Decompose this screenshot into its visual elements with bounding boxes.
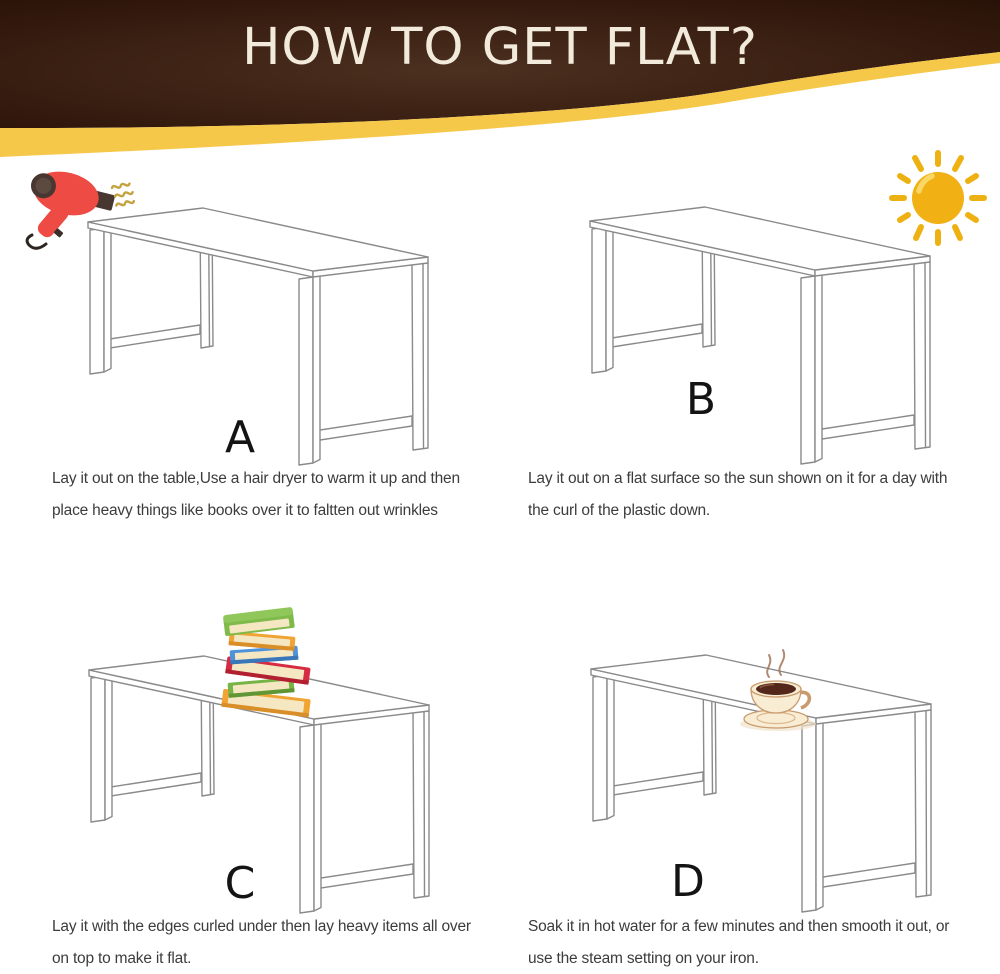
sun-icon bbox=[888, 150, 988, 246]
caption-c-line-2: on top to make it flat. bbox=[52, 950, 192, 967]
caption-a-line-2: place heavy things like books over it to faltten out wrinkles bbox=[52, 502, 438, 519]
section-label-a: A bbox=[224, 412, 256, 463]
caption-d-line-2: use the steam setting on your iron. bbox=[528, 950, 759, 967]
caption-d-line-1: Soak it in hot water for a few minutes and then smooth it out, or bbox=[528, 918, 950, 935]
page-title: HOW TO GET FLAT? bbox=[242, 18, 758, 77]
caption-b bbox=[528, 463, 947, 527]
section-label-b: B bbox=[685, 374, 717, 425]
caption-a-line-1: Lay it out on the table,Use a hair dryer to warm it up and then bbox=[52, 470, 460, 487]
table-illustration-b bbox=[577, 174, 937, 474]
hair-dryer-icon bbox=[12, 158, 140, 256]
coffee-cup-icon bbox=[729, 641, 825, 737]
caption-b-line-1: Lay it out on a flat surface so the sun shown on it for a day with bbox=[528, 470, 948, 487]
caption-a bbox=[52, 463, 460, 527]
header-banner bbox=[0, 0, 1000, 162]
caption-c-line-1: Lay it with the edges curled under then lay heavy items all over bbox=[52, 918, 471, 935]
caption-b-line-2: the curl of the plastic down. bbox=[528, 502, 711, 519]
caption-d bbox=[528, 911, 949, 974]
section-label-c: C bbox=[224, 858, 256, 909]
books-icon bbox=[216, 598, 322, 724]
caption-c bbox=[52, 911, 471, 974]
section-label-d: D bbox=[671, 856, 705, 907]
